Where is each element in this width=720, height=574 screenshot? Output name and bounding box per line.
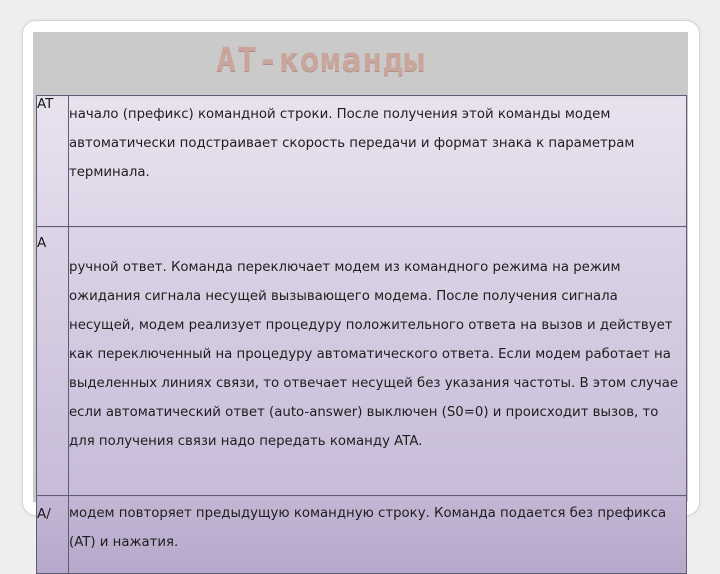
table-row	[37, 227, 687, 496]
command-cell: A	[37, 227, 69, 496]
slide-title: AT-команды	[216, 40, 425, 79]
description-cell: модем повторяет предыдущую командную строку. Команда подается без префикса (AT) и нажатия.	[69, 496, 687, 574]
slide	[33, 32, 688, 550]
table-row	[37, 496, 687, 574]
description-cell: начало (префикс) командной строки. После получения этой команды модем автоматически подстраивает скорость передачи и формат знака к параметрам терминала.	[69, 96, 687, 227]
commands-table	[36, 95, 687, 574]
table-row	[37, 96, 687, 227]
command-cell: AT	[37, 96, 69, 227]
command-cell: A/	[37, 496, 69, 574]
description-cell: ручной ответ. Команда переключает модем из командного режима на режим ожидания сигнала несущей вызывающего модема. После получения сигнала несущей, модем реализует процедуру положительного ответа на вызов и действует как переключенный на процедуру автоматического ответа. Если модем работает на выделенных линиях связи, то отвечает несущей без указания частоты. В этом случае если автоматический ответ (auto-answer) выключен (S0=0) и происходит вызов, то для получения связи надо передать команду ATA.	[69, 227, 687, 496]
